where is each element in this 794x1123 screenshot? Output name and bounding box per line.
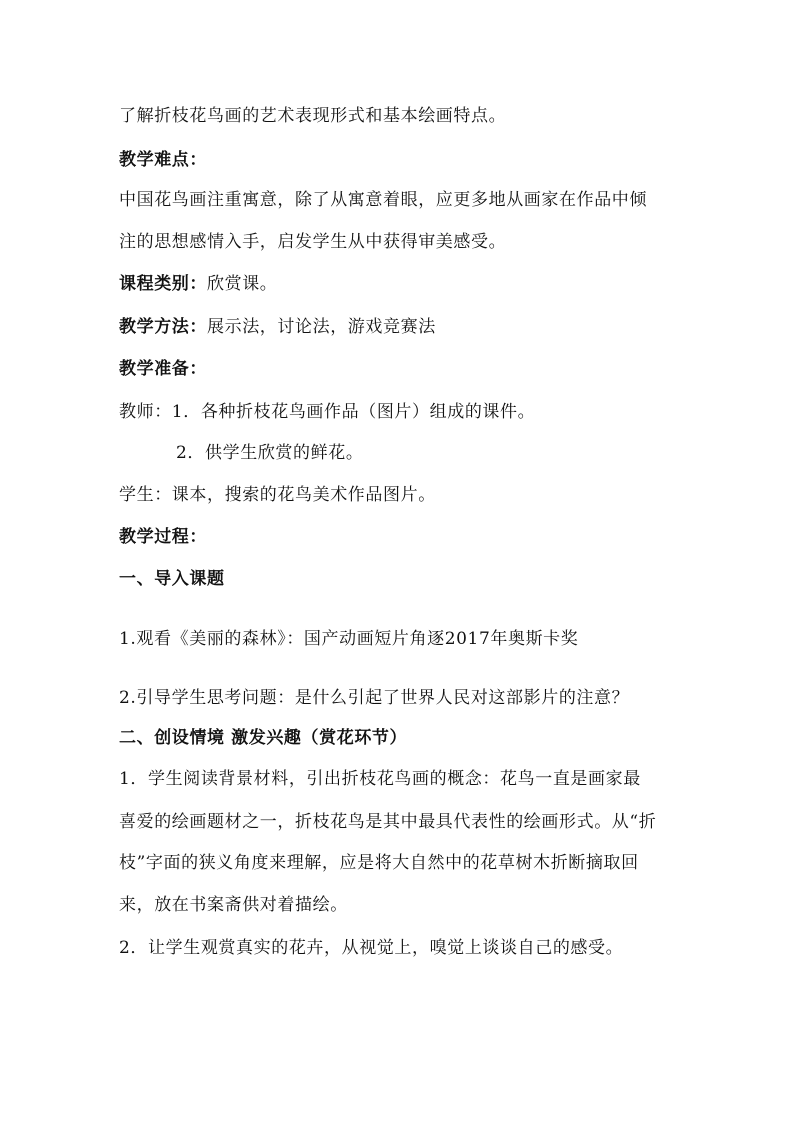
difficulty-text-line-1: 中国花鸟画注重寓意，除了从寓意着眼，应更多地从画家在作品中倾 — [119, 190, 647, 210]
teaching-method-value: 展示法，讨论法，游戏竞赛法 — [207, 317, 436, 337]
student-prep: 学生：课本，搜索的花鸟美术作品图片。 — [119, 485, 436, 505]
difficulty-text-line-2: 注的思想感情入手，启发学生从中获得审美感受。 — [119, 232, 507, 252]
section-1-item-1: 1.观看《美丽的森林》：国产动画短片角逐2017年奥斯卡奖 — [119, 629, 579, 649]
section-2-item-1-line-3: 枝”字面的狭义角度来理解，应是将大自然中的花草树木折断摘取回 — [119, 853, 639, 873]
section-2-item-1-line-2: 喜爱的绘画题材之一，折枝花鸟是其中最具代表性的绘画形式。从“折 — [119, 812, 657, 832]
process-heading: 教学过程： — [119, 527, 207, 547]
teaching-method-line — [119, 316, 436, 338]
section-2-item-2: 2．让学生观赏真实的花卉，从视觉上，嗅觉上谈谈自己的感受。 — [119, 938, 624, 958]
teaching-method-label: 教学方法： — [119, 317, 207, 337]
objective-text: 了解折枝花鸟画的艺术表现形式和基本绘画特点。 — [119, 106, 507, 126]
teacher-prep-item-2: 2．供学生欣赏的鲜花。 — [176, 443, 364, 463]
section-1-item-2: 2.引导学生思考问题：是什么引起了世界人民对这部影片的注意？ — [119, 688, 630, 708]
section-2-item-1-line-4: 来，放在书案斋供对着描绘。 — [119, 895, 348, 915]
section-1-heading: 一、导入课题 — [119, 569, 225, 589]
section-2-heading: 二、创设情境 激发兴趣（赏花环节） — [119, 728, 408, 748]
section-2-item-1-line-1: 1．学生阅读背景材料，引出折枝花鸟画的概念：花鸟一直是画家最 — [119, 769, 641, 789]
preparation-heading: 教学准备： — [119, 359, 207, 379]
course-type-label: 课程类别： — [119, 274, 207, 294]
teacher-prep-item-1: 教师：1．各种折枝花鸟画作品（图片）组成的课件。 — [119, 402, 536, 422]
difficulty-heading: 教学难点： — [119, 150, 207, 170]
course-type-line — [119, 273, 277, 295]
course-type-value: 欣赏课。 — [207, 274, 278, 294]
